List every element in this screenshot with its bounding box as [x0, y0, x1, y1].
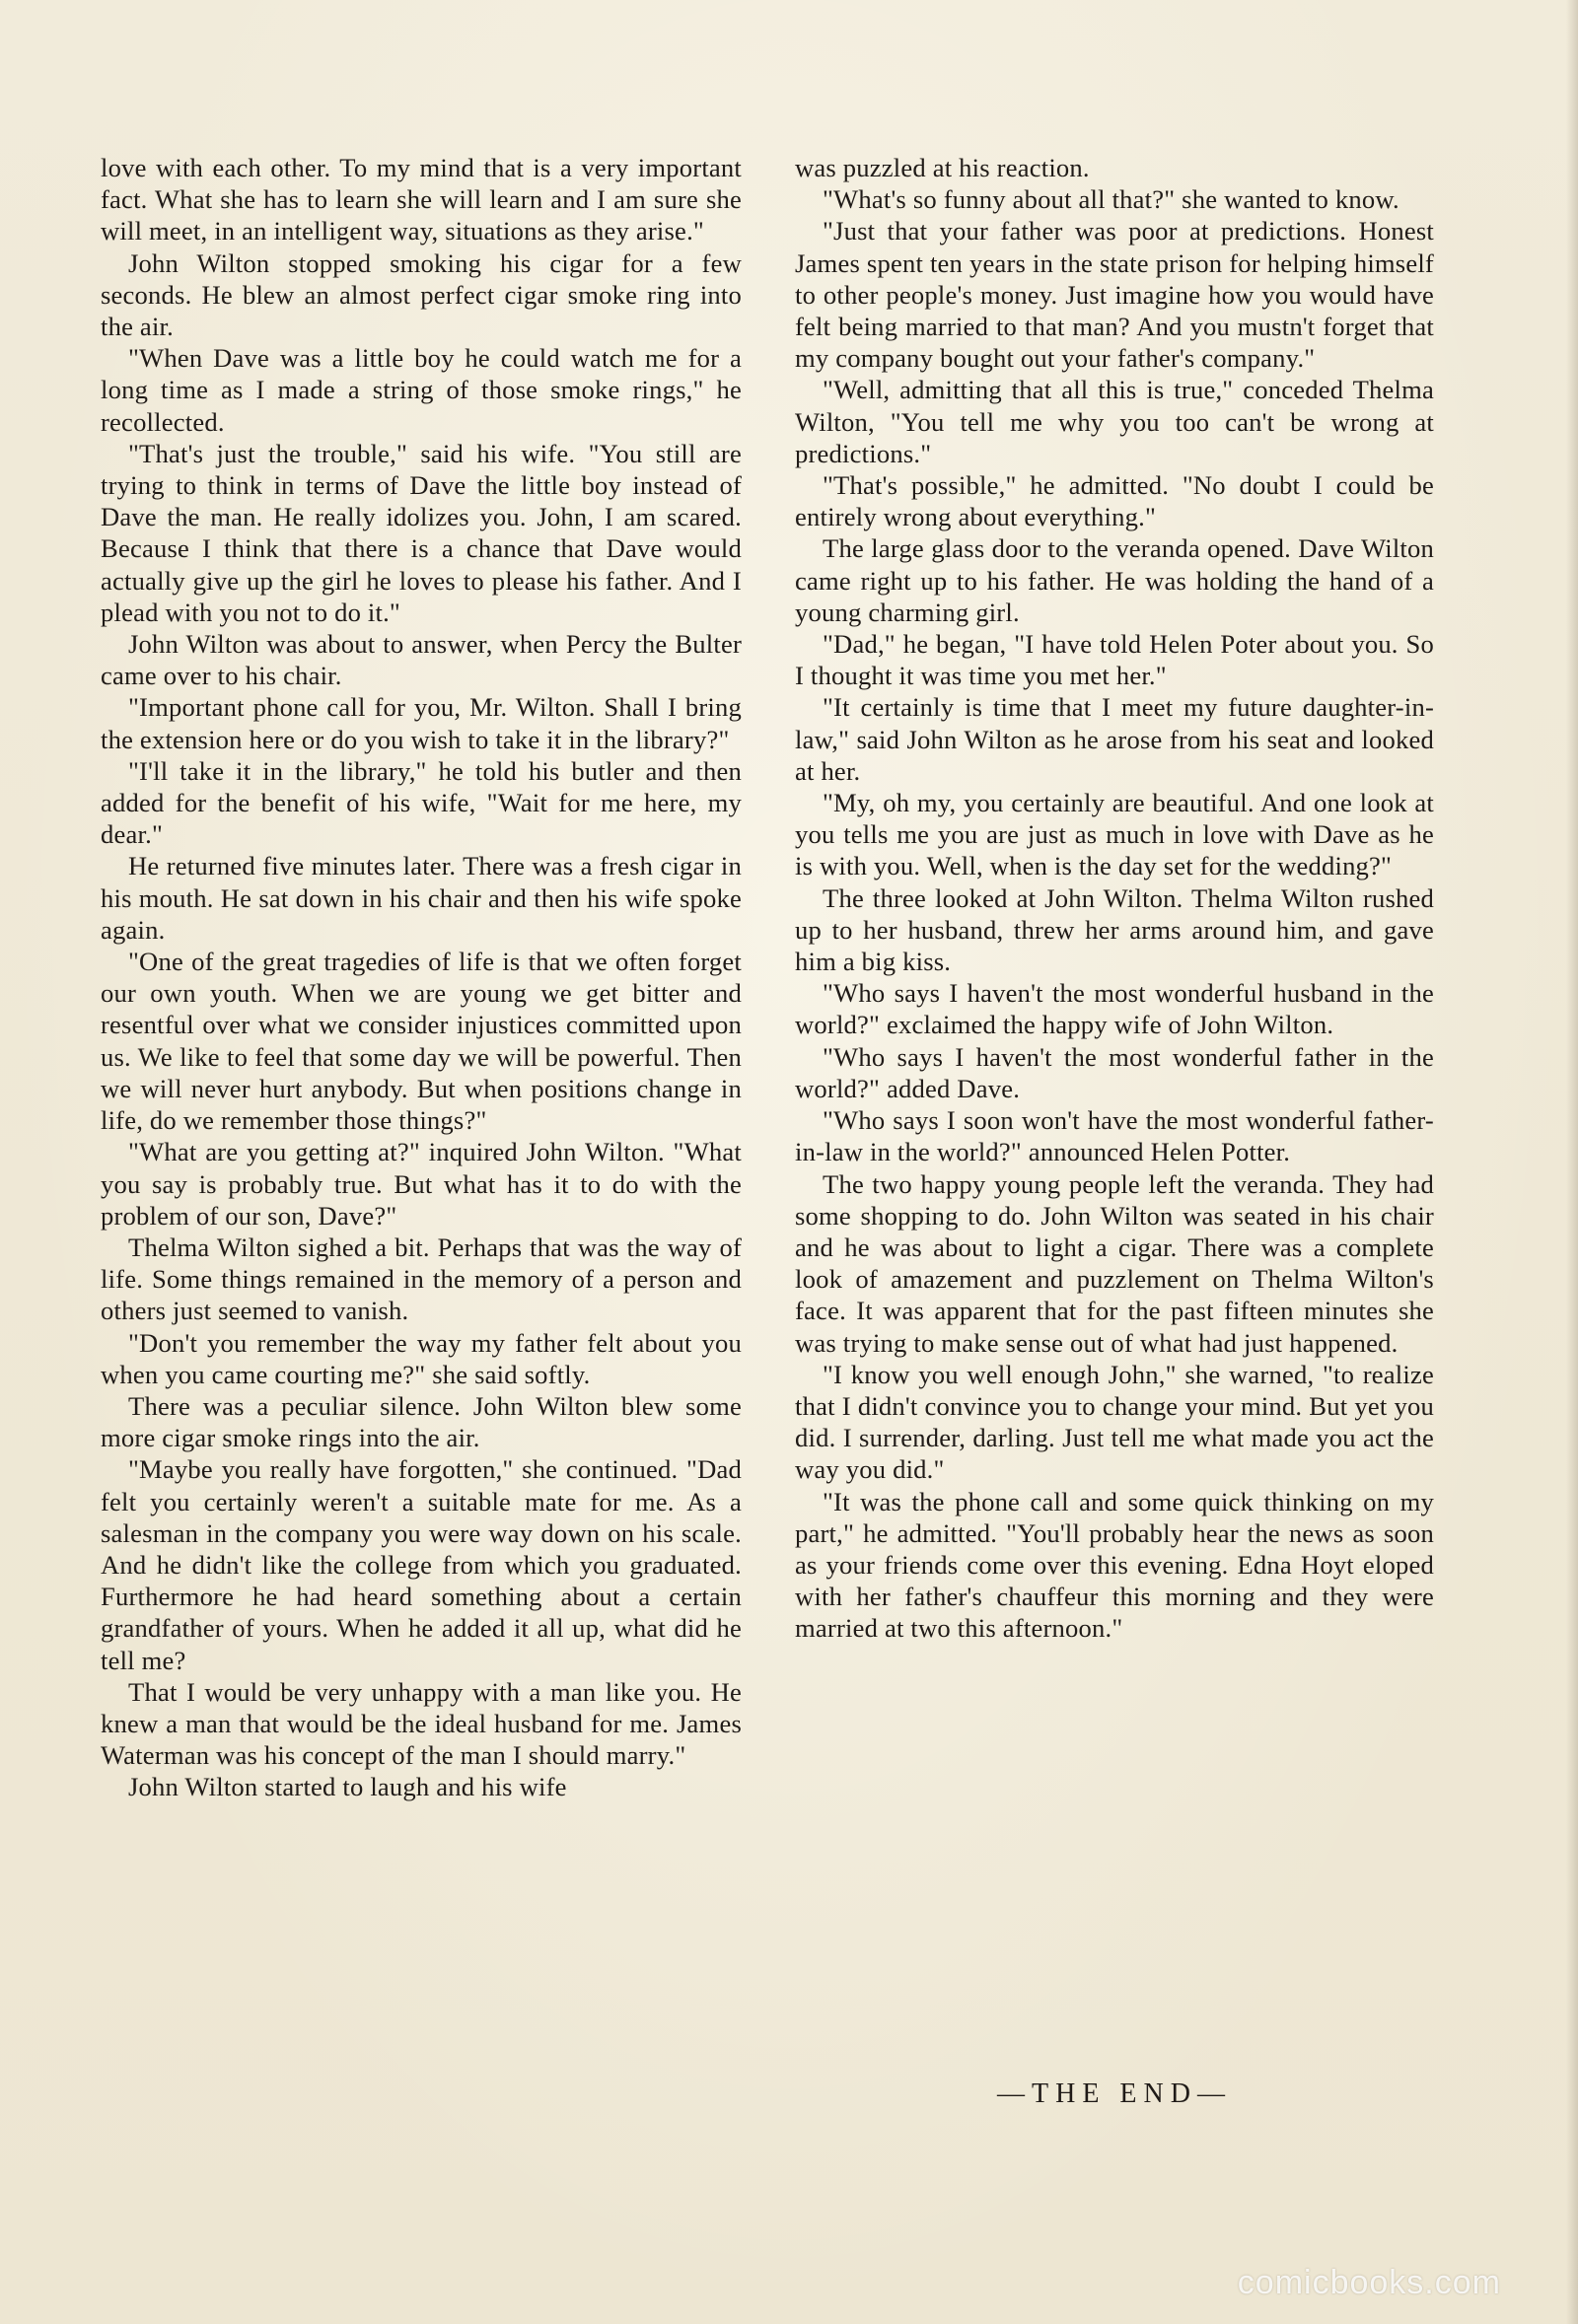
paragraph: "It certainly is time that I meet my future daughter-in-law," said John Wilton as he arose from his seat and looked at her.: [795, 692, 1434, 786]
paragraph: "That's possible," he admitted. "No doubt I could be entirely wrong about everything.": [795, 470, 1434, 532]
paragraph: Thelma Wilton sighed a bit. Perhaps that was the way of life. Some things remained in the memory of a person and others just seemed to vanish.: [101, 1232, 742, 1326]
paragraph: "I know you well enough John," she warned, "to realize that I didn't convince you to change your mind. But yet you did. I surrender, darling. Just tell me what made you act the way you did.": [795, 1359, 1434, 1485]
paragraph: John Wilton started to laugh and his wife: [128, 1772, 567, 1802]
paragraph: "What's so funny about all that?" she wanted to know.: [823, 184, 1399, 215]
paragraph: The three looked at John Wilton. Thelma Wilton rushed up to her husband, threw her arms around him, and gave him a big kiss.: [795, 882, 1434, 977]
paragraph: The two happy young people left the veranda. They had some shopping to do. John Wilton was seated in his chair and he was about to light a cigar. There was a complete look of amazement and puzzlement on Thelma Wilton's face. It was apparent that for the past fifteen minutes she was trying to make sense out of what had just happened.: [795, 1168, 1434, 1358]
paragraph: "That's just the trouble," said his wife. "You still are trying to think in terms of Dave the little boy instead of Dave the man. He really idolizes you. John, I am scared. Because I think that there is a chance that Dave would actually give up the girl he loves to please his father. And I plead with you not to do it.": [101, 438, 742, 627]
paragraph: "Who says I soon won't have the most wonderful father-in-law in the world?" announced Helen Potter.: [795, 1105, 1434, 1167]
paragraph: "Maybe you really have forgotten," she continued. "Dad felt you certainly weren't a suitable mate for me. As a salesman in the company you were way down on his scale. And he didn't like the college from which you graduated. Furthermore he had heard something about a certain grandfather of yours. When he added it all up, what did he tell me?: [101, 1454, 742, 1675]
right-text-column: [795, 152, 1434, 1645]
the-end-heading: —THE END—: [997, 2078, 1232, 2109]
paragraph: love with each other. To my mind that is a very important fact. What she has to learn she will learn and I am sure she will meet, in an intelligent way, situations as they arise.": [101, 153, 742, 246]
paragraph: "It was the phone call and some quick thinking on my part," he admitted. "You'll probably hear the news as soon as your friends come over this evening. Edna Hoyt eloped with her father's chauffeur this morning and they were married at two this afternoon.": [795, 1486, 1434, 1644]
paragraph: The large glass door to the veranda opened. Dave Wilton came right up to his father. He was holding the hand of a young charming girl.: [795, 533, 1434, 627]
site-watermark: comicbooks.com: [1237, 2264, 1501, 2301]
left-text-column: [101, 152, 742, 1803]
paragraph: "Just that your father was poor at predictions. Honest James spent ten years in the state prison for helping himself to other people's money. Just imagine how you would have felt being married to that man? And you mustn't forget that my company bought out your father's company.": [795, 216, 1434, 374]
paragraph: was puzzled at his reaction.: [795, 153, 1090, 182]
page-edge-shadow: [1566, 0, 1578, 2324]
paragraph: "One of the great tragedies of life is that we often forget our own youth. When we are young we get bitter and resentful over what we consider injustices committed upon us. We like to feel that some day we will be powerful. Then we will never hurt anybody. But when positions change in life, do we remember those things?": [101, 947, 742, 1136]
paragraph: There was a peculiar silence. John Wilton blew some more cigar smoke rings into the air.: [101, 1390, 742, 1453]
paragraph: "When Dave was a little boy he could watch me for a long time as I made a string of those smoke rings," he recollected.: [101, 343, 742, 437]
paragraph: John Wilton stopped smoking his cigar for a few seconds. He blew an almost perfect cigar smoke ring into the air.: [101, 247, 742, 342]
paragraph: John Wilton was about to answer, when Percy the Bulter came over to his chair.: [101, 629, 742, 691]
paragraph: He returned five minutes later. There was a fresh cigar in his mouth. He sat down in his chair and then his wife spoke again.: [101, 851, 742, 945]
paragraph: "Who says I haven't the most wonderful husband in the world?" exclaimed the happy wife of John Wilton.: [795, 978, 1434, 1040]
paragraph: "Don't you remember the way my father felt about you when you came courting me?" she said softly.: [101, 1327, 742, 1389]
paragraph: "My, oh my, you certainly are beautiful. And one look at you tells me you are just as much in love with Dave as he is with you. Well, when is the day set for the wedding?": [795, 788, 1434, 881]
paragraph: "Who says I haven't the most wonderful father in the world?" added Dave.: [795, 1041, 1434, 1103]
paragraph: "Well, admitting that all this is true," conceded Thelma Wilton, "You tell me why you too can't be wrong at predictions.": [795, 375, 1434, 468]
paragraph: "I'll take it in the library," he told his butler and then added for the benefit of his wife, "Wait for me here, my dear.": [101, 755, 742, 850]
paragraph: "Dad," he began, "I have told Helen Poter about you. So I thought it was time you met her.": [795, 629, 1434, 691]
paragraph: That I would be very unhappy with a man like you. He knew a man that would be the ideal husband for me. James Waterman was his concept of the man I should marry.": [101, 1676, 742, 1771]
paragraph: "What are you getting at?" inquired John Wilton. "What you say is probably true. But what has it to do with the problem of our son, Dave?": [101, 1137, 742, 1231]
paragraph: "Important phone call for you, Mr. Wilton. Shall I bring the extension here or do you wish to take it in the library?": [101, 692, 742, 754]
